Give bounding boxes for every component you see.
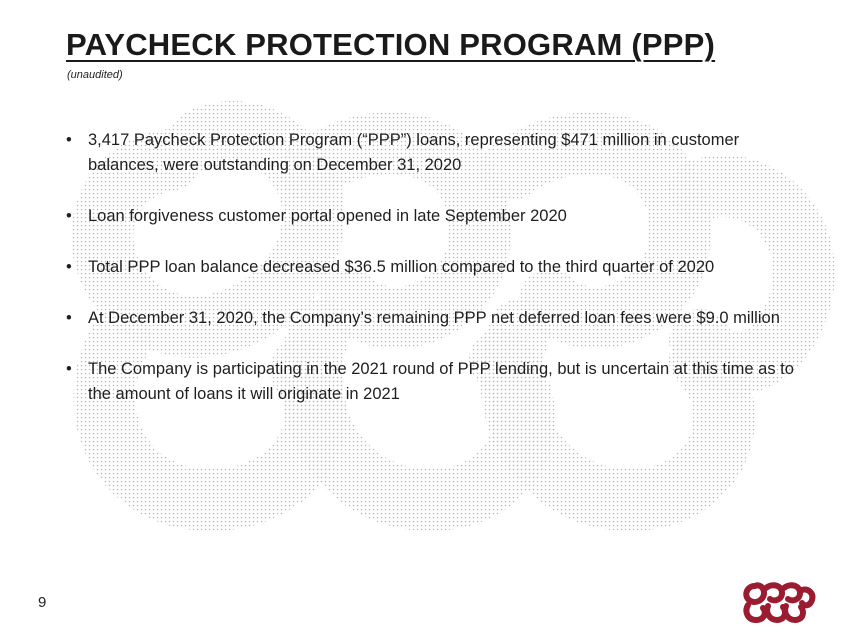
bullet-list <box>66 128 796 433</box>
bullet-item <box>66 128 796 178</box>
bullet-text: 3,417 Paycheck Protection Program (“PPP”) loans, representing $471 million in customer balances, were outstanding on December 31, 2020 <box>88 131 740 174</box>
bullet-item <box>66 255 796 280</box>
slide-subtitle: (unaudited) <box>67 69 123 81</box>
bullet-marker: • <box>66 309 72 327</box>
bullet-text: At December 31, 2020, the Company’s remaining PPP net deferred loan fees were $9.0 million <box>88 309 780 327</box>
bullet-text: Loan forgiveness customer portal opened in late September 2020 <box>88 207 567 225</box>
bullet-marker: • <box>66 360 72 378</box>
bullet-item <box>66 306 796 331</box>
bullet-item <box>66 204 796 229</box>
bullet-text: Total PPP loan balance decreased $36.5 million compared to the third quarter of 2020 <box>88 258 715 276</box>
page-number: 9 <box>38 594 47 611</box>
bullet-marker: • <box>66 258 72 276</box>
bullet-text: The Company is participating in the 2021 round of PPP lending, but is uncertain at this time as to the amount of loans it will originate in 2021 <box>88 360 794 403</box>
bullet-marker: • <box>66 131 72 149</box>
slide-title: PAYCHECK PROTECTION PROGRAM (PPP) <box>66 27 716 62</box>
bullet-marker: • <box>66 207 72 225</box>
company-logo-icon <box>740 578 818 626</box>
bullet-item <box>66 357 796 407</box>
